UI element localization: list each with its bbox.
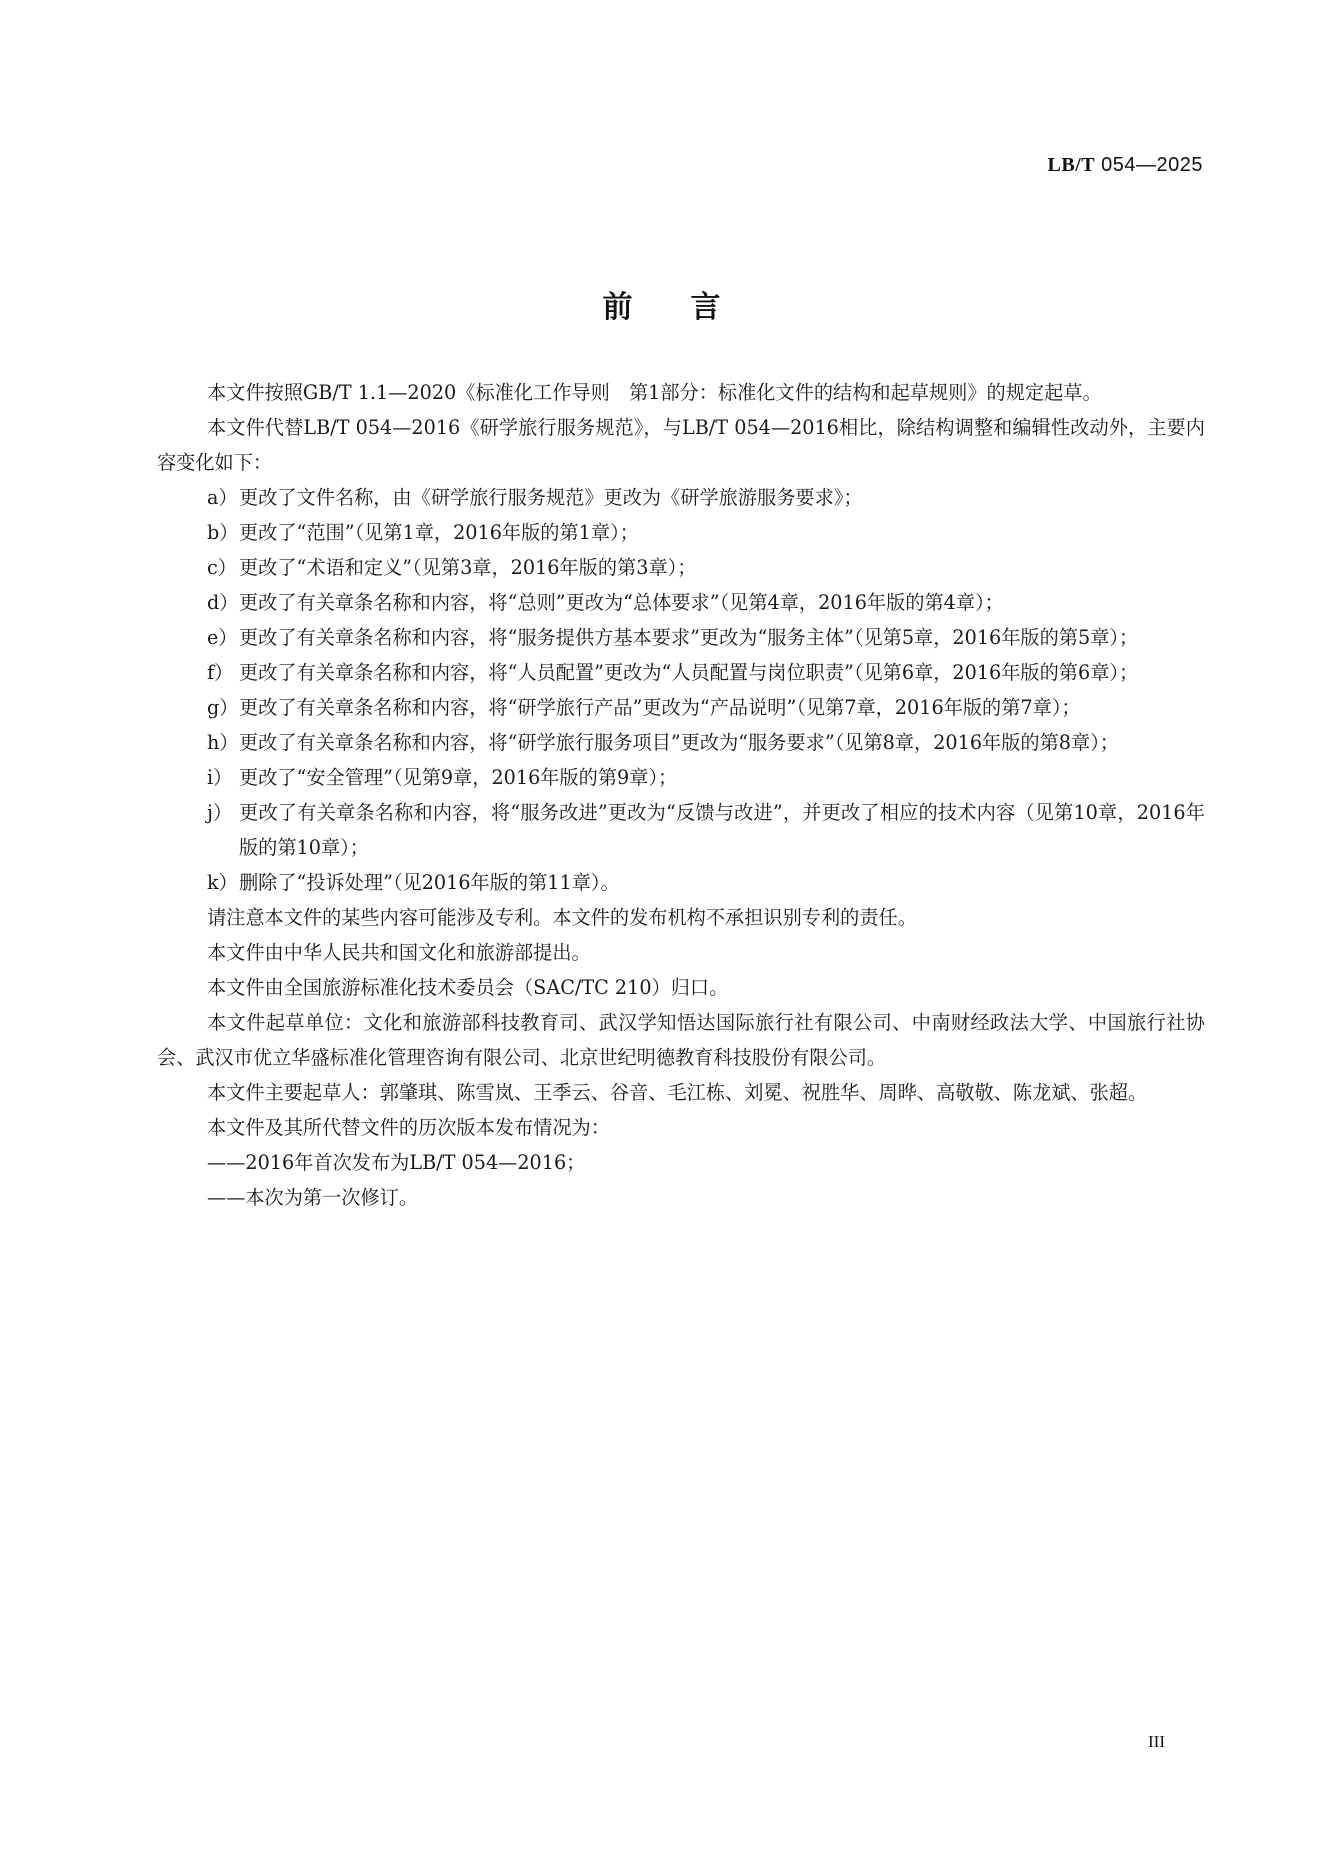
list-item-text: 更改了有关章条名称和内容，将“研学旅行产品”更改为“产品说明”（见第7章，2016年版的第7章）；: [239, 696, 1081, 719]
list-marker: b）: [207, 521, 239, 544]
list-marker: a）: [207, 486, 238, 509]
list-item: [157, 585, 1205, 620]
list-item-text: 更改了“安全管理”（见第9章，2016年版的第9章）；: [239, 766, 678, 789]
list-marker: g）: [207, 696, 239, 719]
standard-code: [1048, 152, 1203, 177]
list-item-text: 更改了“范围”（见第1章，2016年版的第1章）；: [239, 521, 639, 544]
list-item-text: 更改了“术语和定义”（见第3章，2016年版的第3章）；: [239, 556, 697, 579]
list-item: [157, 760, 1205, 795]
list-marker: c）: [207, 556, 237, 579]
page-title: 前言: [602, 290, 779, 326]
foreword-body: [157, 375, 1205, 1215]
paragraph-drafting-basis: 本文件按照GB/T 1.1—2020《标准化工作导则 第1部分：标准化文件的结构和起草规则》的规定起草。: [207, 381, 1102, 404]
drafters: 本文件主要起草人：郭肇琪、陈雪岚、王季云、谷音、毛江栋、刘冕、祝胜华、周晔、高敬敬、陈龙斌、张超。: [207, 1081, 1148, 1104]
list-marker: i）: [207, 766, 233, 789]
list-item-text: 更改了有关章条名称和内容，将“研学旅行服务项目”更改为“服务要求”（见第8章，2016年版的第8章）；: [239, 731, 1119, 754]
list-item: [157, 480, 1205, 515]
list-marker: f）: [207, 661, 234, 684]
list-item-text: 更改了有关章条名称和内容，将“总则”更改为“总体要求”（见第4章，2016年版的第4章）；: [239, 591, 1004, 614]
drafting-units: 本文件起草单位：文化和旅游部科技教育司、武汉学知悟达国际旅行社有限公司、中南财经政法大学、中国旅行社协会、武汉市优立华盛标准化管理咨询有限公司、北京世纪明德教育科技股份有限公司。: [157, 1011, 1205, 1069]
history-item: ——本次为第一次修订。: [207, 1186, 419, 1209]
list-item: [157, 725, 1205, 760]
list-item-text: 更改了文件名称，由《研学旅行服务规范》更改为《研学旅游服务要求》；: [239, 486, 863, 509]
list-item-text: 删除了“投诉处理”（见2016年版的第11章）。: [239, 871, 620, 894]
list-item-text: 更改了有关章条名称和内容，将“人员配置”更改为“人员配置与岗位职责”（见第6章，2016年版的第6章）；: [239, 661, 1139, 684]
list-marker: d）: [207, 591, 239, 614]
history-intro: 本文件及其所代替文件的历次版本发布情况为：: [207, 1116, 610, 1139]
list-marker: j）: [207, 801, 233, 824]
list-item: [157, 690, 1205, 725]
list-marker: k）: [207, 871, 238, 894]
list-marker: h）: [207, 731, 239, 754]
list-item-text: 更改了有关章条名称和内容，将“服务改进”更改为“反馈与改进”，并更改了相应的技术内容（见第10章，2016年版的第10章）；: [239, 801, 1205, 859]
standard-code-prefix: LB/T: [1047, 154, 1096, 176]
changes-list: [157, 480, 1205, 900]
administered-by: 本文件由全国旅游标准化技术委员会（SAC/TC 210）归口。: [207, 976, 729, 999]
list-marker: e）: [207, 626, 238, 649]
proposed-by: 本文件由中华人民共和国文化和旅游部提出。: [207, 941, 591, 964]
list-item: [157, 515, 1205, 550]
history-item: ——2016年首次发布为LB/T 054—2016；: [207, 1151, 586, 1174]
page-number: III: [1148, 1732, 1165, 1751]
list-item: [157, 550, 1205, 585]
list-item: [157, 795, 1205, 865]
patent-notice: 请注意本文件的某些内容可能涉及专利。本文件的发布机构不承担识别专利的责任。: [207, 906, 917, 929]
list-item: [157, 620, 1205, 655]
list-item: [157, 865, 1205, 900]
standard-code-number: 054—2025: [1101, 154, 1203, 176]
list-item: [157, 655, 1205, 690]
list-item-text: 更改了有关章条名称和内容，将“服务提供方基本要求”更改为“服务主体”（见第5章，2016年版的第5章）；: [239, 626, 1139, 649]
paragraph-replacement: 本文件代替LB/T 054—2016《研学旅行服务规范》，与LB/T 054—2016相比，除结构调整和编辑性改动外，主要内容变化如下：: [157, 416, 1205, 474]
